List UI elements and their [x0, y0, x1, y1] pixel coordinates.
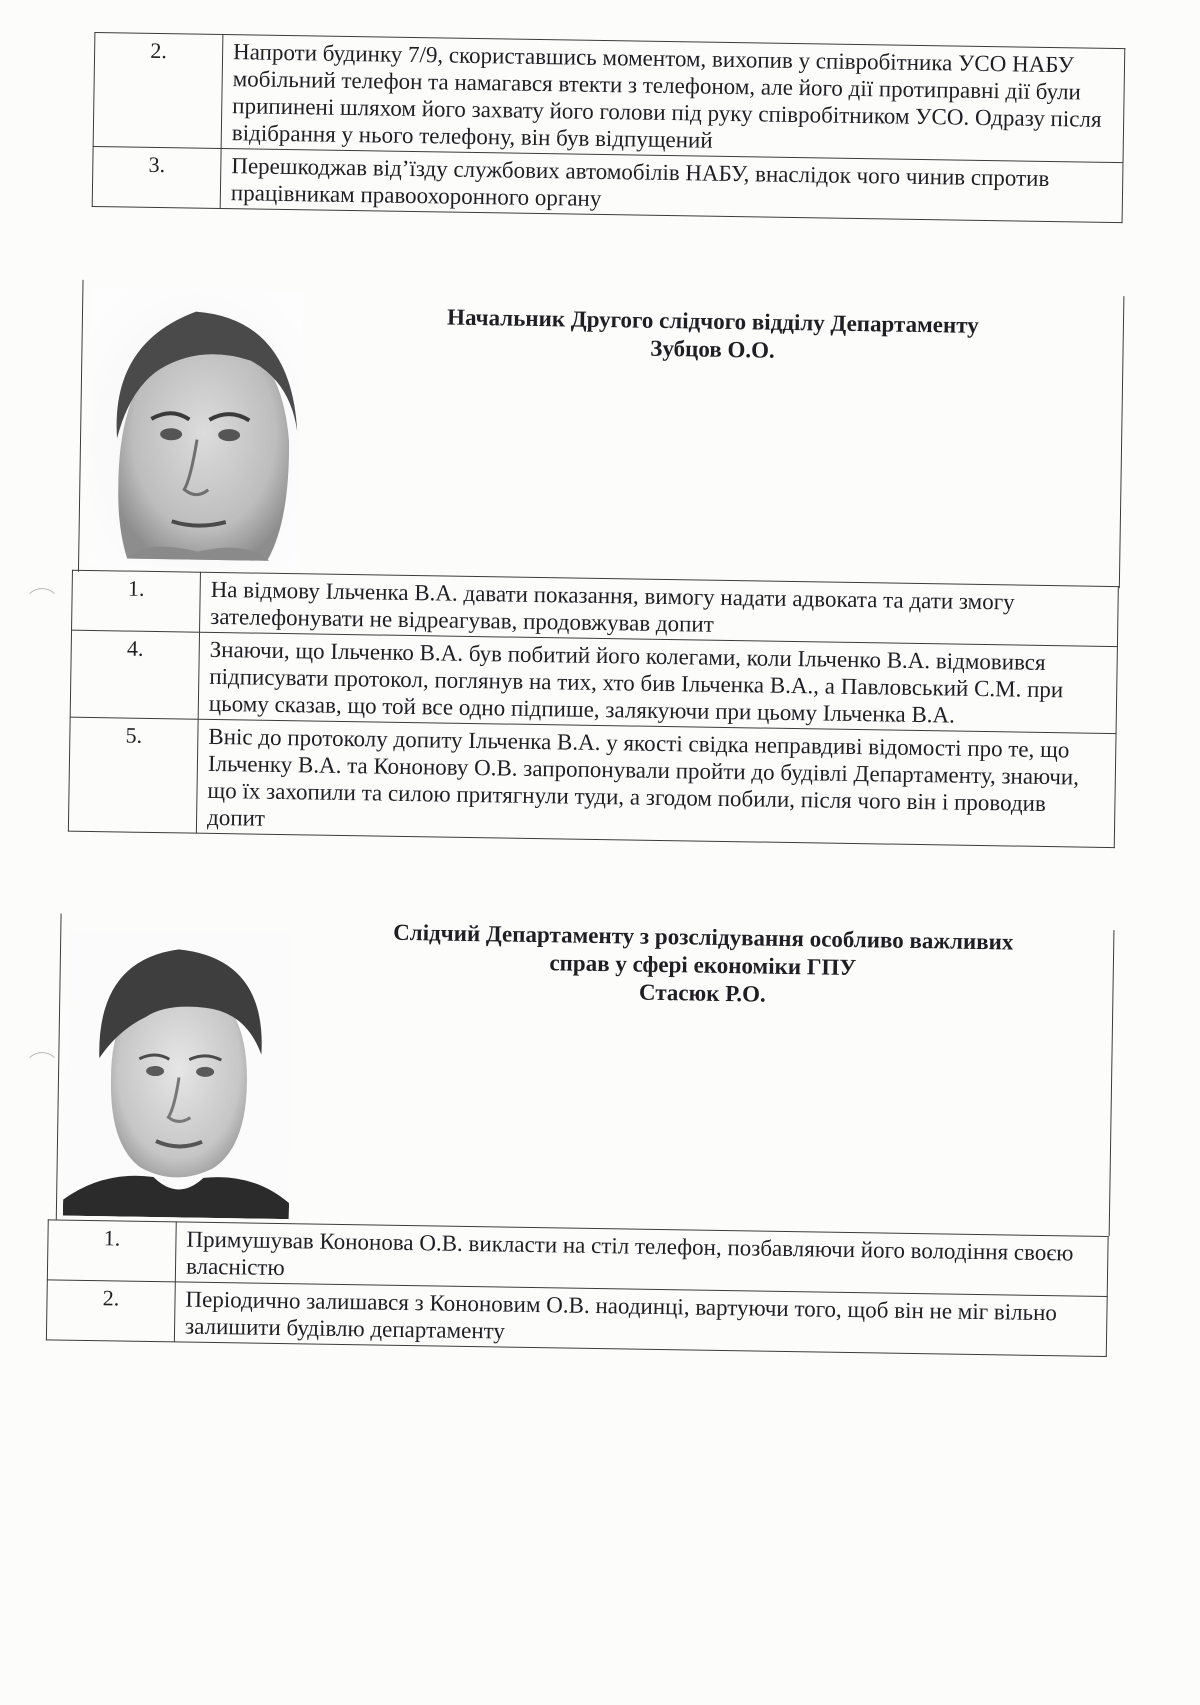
- row-number: 5.: [68, 717, 198, 833]
- row-text: Знаючи, що Ільченко В.А. був побитий його колегами, коли Ільченко В.А. відмовився підписувати протокол, поглянув на тих, хто бив Ільченка В.А., а Павловський С.М. при цьому сказав, що той все одно підпише, залякуючи при цьому Ільченка В.А.: [198, 632, 1117, 733]
- row-text: Примушував Кононова О.В. викласти на стіл телефон, позбавляючи його володіння своєю власністю: [175, 1222, 1108, 1297]
- person-photo: [63, 930, 293, 1220]
- row-number: 3.: [92, 146, 221, 208]
- person-position-line2: справ у сфері економіки ГПУ: [549, 950, 857, 981]
- person2-items-table: [46, 1219, 1109, 1357]
- row-number: 1.: [47, 1220, 176, 1282]
- person-position: Начальник Другого слідчого відділу Департаменту: [446, 304, 979, 338]
- person-title: [312, 301, 1113, 370]
- table-row: [68, 717, 1116, 847]
- top-items-table: [92, 32, 1126, 223]
- person-block-stasiuk: [56, 914, 1115, 1237]
- person-name: Зубцов О.О.: [650, 335, 775, 363]
- row-text: Періодично залишався з Кононовим О.В. наодинці, вартуючи того, щоб він не міг вільно залишити будівлю департаменту: [174, 1282, 1107, 1357]
- row-number: 1.: [72, 570, 201, 632]
- person-block-zubtsov: [78, 280, 1124, 588]
- face-portrait-icon: [87, 288, 303, 569]
- person-photo: [87, 288, 303, 569]
- row-number: 4.: [70, 630, 199, 719]
- row-text: Перешкоджав від’їзду службових автомобілів НАБУ, внаслідок чого чинив спротив працівникам правоохоронного органу: [220, 148, 1123, 222]
- row-text: Вніс до протоколу допиту Ільченка В.А. у якості свідка неправдиві відомості про те, що Ільченку В.А. та Кононову О.В. запропонували пройти до будівлі Департаменту, знаючи, що їх захопили та силою притягнули туди, а згодом побили, після чого він і проводив допит: [196, 719, 1116, 847]
- table-row: [70, 630, 1117, 733]
- person-title: [292, 917, 1113, 1014]
- row-number: 2.: [46, 1280, 175, 1342]
- face-portrait-icon: [63, 930, 293, 1220]
- person1-items-table: [68, 570, 1119, 848]
- person-name: Стасюк Р.О.: [638, 979, 766, 1007]
- row-text: Напроти будинку 7/9, скориставшись моментом, вихопив у співробітника УСО НАБУ мобільний телефон та намагався втекти з телефоном, але його дії протиправні дії були припинені шляхом його захвату його голови під руку співробітником УСО. Одразу після відібрання у нього телефону, він був відпущений: [221, 34, 1125, 162]
- person-position: Слідчий Департаменту з розслідування особливо важливих: [392, 919, 1014, 955]
- row-number: 2.: [93, 32, 223, 148]
- row-text: На відмову Ільченка В.А. давати показання, вимогу надати адвоката та дати змогу зателефонувати не відреагував, продовжував допит: [200, 572, 1119, 646]
- table-row: [93, 32, 1125, 162]
